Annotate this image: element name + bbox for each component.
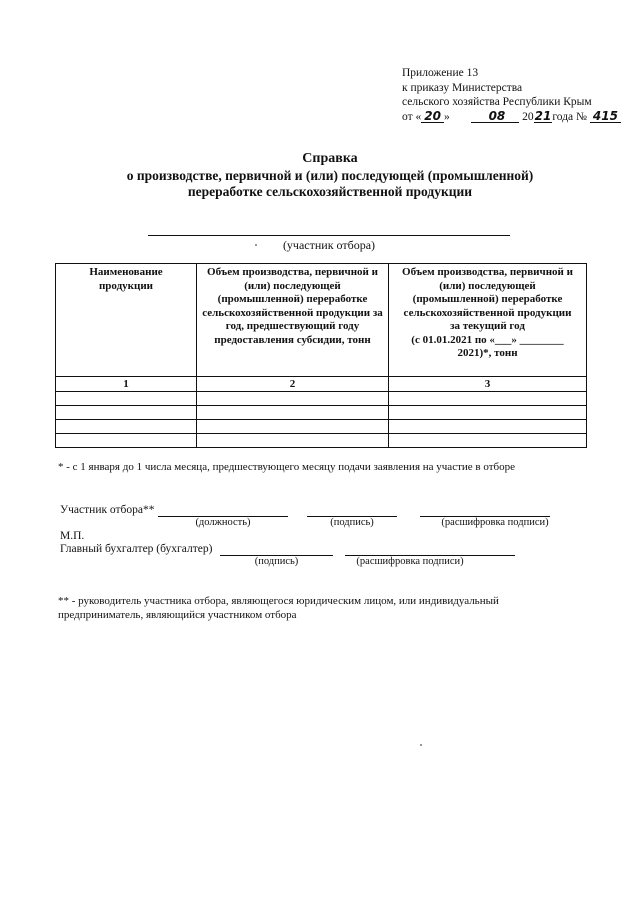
col-number-1: 1 — [56, 377, 197, 392]
appendix-title: Приложение 13 — [402, 67, 479, 79]
seal-placeholder: М.П. — [60, 530, 85, 542]
accountant-signature-caption: (подпись) — [254, 556, 299, 567]
footnote-participant-head: ** - руководитель участника отбора, являющегося юридическим лицом, или индивидуальный предприниматель, являющийся участником отбора — [58, 595, 499, 621]
table-cell[interactable] — [389, 392, 587, 406]
table-cell[interactable] — [389, 406, 587, 420]
title-line-3: переработке сельскохозяйственной продукции — [187, 184, 473, 199]
signature-caption: (подпись) — [330, 517, 374, 528]
table-cell[interactable] — [197, 392, 389, 406]
document-title — [40, 151, 620, 201]
decoding-caption: (расшифровка подписи) — [441, 517, 549, 528]
table-cell[interactable] — [56, 392, 197, 406]
col-header-prev-year: Объем производства, первичной и (или) последующей (промышленной) переработке сельскохозяйственной продукции за год, предшествующий году предоставления субсидии, тонн — [197, 264, 389, 377]
col-header-product: Наименование продукции — [56, 264, 197, 377]
position-caption: (должность) — [195, 517, 251, 528]
title-line-1: Справка — [302, 151, 358, 166]
table-row — [56, 434, 587, 448]
handwritten-year: 21 — [534, 108, 552, 123]
scan-speck — [255, 244, 257, 246]
title-line-2: о производстве, первичной и (или) последующей (промышленной) — [126, 167, 534, 183]
participant-signature-label: Участник отбора** — [60, 504, 155, 516]
handwritten-month: 08 — [471, 110, 520, 123]
table-row — [56, 406, 587, 420]
handwritten-day: 20 — [421, 110, 444, 123]
table-cell[interactable] — [197, 406, 389, 420]
production-table — [55, 263, 587, 448]
accountant-label: Главный бухгалтер (бухгалтер) — [60, 543, 213, 555]
table-cell[interactable] — [56, 420, 197, 434]
appendix-from: от « — [402, 110, 422, 123]
table-cell[interactable] — [389, 434, 587, 448]
appendix-block — [402, 66, 621, 124]
table-row — [56, 392, 587, 406]
table-row — [56, 420, 587, 434]
table-cell[interactable] — [197, 434, 389, 448]
participant-underline — [148, 235, 510, 236]
appendix-date-line — [402, 110, 621, 125]
accountant-decoding-caption: (расшифровка подписи) — [356, 556, 464, 567]
appendix-order-line: к приказу Министерства — [402, 81, 523, 94]
scan-speck — [420, 744, 422, 746]
col-header-current-year: Объем производства, первичной и (или) последующей (промышленной) переработке сельскохозяйственной продукции за текущий год (с 01.01.2021 по «___» ________ 2021)*, тонн — [389, 264, 587, 377]
table-cell[interactable] — [389, 420, 587, 434]
table-cell[interactable] — [197, 420, 389, 434]
col-number-2: 2 — [197, 377, 389, 392]
appendix-year-prefix: 20 — [522, 110, 534, 123]
appendix-close-quote: » — [443, 110, 450, 123]
appendix-year-word: года № — [552, 110, 588, 123]
col-number-3: 3 — [389, 377, 587, 392]
table-cell[interactable] — [56, 406, 197, 420]
handwritten-number: 415 — [590, 110, 621, 123]
appendix-ministry-line: сельского хозяйства Республики Крым — [402, 96, 592, 108]
table-cell[interactable] — [56, 434, 197, 448]
table-header-row — [56, 264, 587, 377]
table-number-row — [56, 377, 587, 392]
participant-caption: (участник отбора) — [282, 238, 376, 252]
footnote-date-range: * - с 1 января до 1 числа месяца, предшествующего месяцу подачи заявления на участие в отборе — [58, 461, 515, 473]
